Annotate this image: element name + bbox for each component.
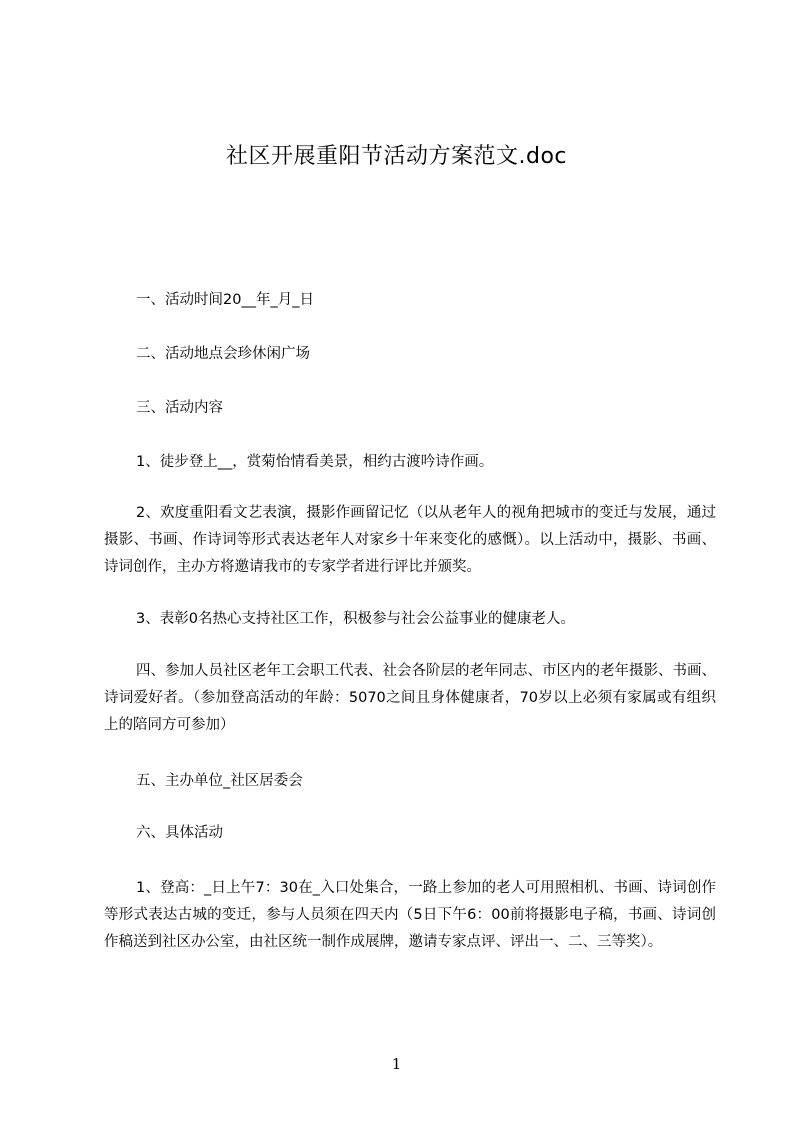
paragraph-participants: 四、参加人员社区老年工会职工代表、社会各阶层的老年同志、市区内的老年摄影、书画、诗词爱好者。（参加登高活动的年龄：5070之间且身体健康者，70岁以上必须有家属或有组织上的陪同方可参加） (104, 663, 716, 733)
paragraph-content-item-3: 3、表彰0名热心支持社区工作，积极参与社会公益事业的健康老人。 (136, 611, 575, 627)
paragraph-activity-climbing: 1、登高：_日上午7：30在_入口处集合，一路上参加的老人可用照相机、书画、诗词创作等形式表达古城的变迁，参与人员须在四天内（5日下午6：00前将摄影电子稿，书画、诗词创作稿送到社区办公室，由社区统一制作成展牌，邀请专家点评、评出一、二、三等奖）。 (104, 880, 716, 950)
paragraph-activity-time: 一、活动时间20__年_月_日 (136, 292, 314, 308)
page-number: 1 (391, 1055, 402, 1073)
paragraph-specific-activities-heading: 六、具体活动 (136, 825, 223, 841)
paragraph-activity-content-heading: 三、活动内容 (136, 400, 223, 416)
paragraph-content-item-2: 2、欢度重阳看文艺表演，摄影作画留记忆（以从老年人的视角把城市的变迁与发展，通过摄影、书画、作诗词等形式表达老年人对家乡十年来变化的感慨）。以上活动中，摄影、书画、诗词创作，主办方将邀请我市的专家学者进行评比并颁奖。 (104, 505, 716, 575)
document-title: 社区开展重阳节活动方案范文.doc (225, 144, 567, 169)
paragraph-organizer: 五、主办单位_社区居委会 (136, 773, 303, 789)
paragraph-content-item-1: 1、徒步登上__，赏菊怡情看美景，相约古渡吟诗作画。 (136, 454, 494, 470)
paragraph-activity-location: 二、活动地点会珍休闲广场 (136, 346, 310, 362)
